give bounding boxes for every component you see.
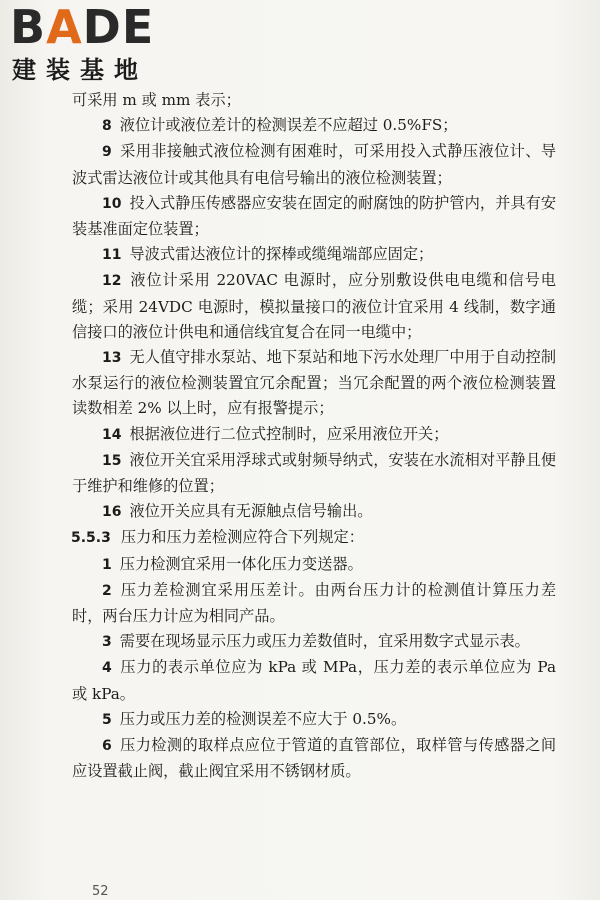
clause-number: 6: [102, 738, 112, 755]
section-number: 5.5.3: [71, 530, 111, 547]
clause-text: 液位计采用 220VAC 电源时，应分别敷设供电电缆和信号电缆；采用 24VDC 电源时，模拟量接口的液位计宜采用 4 线制，数字通信接口的液位计供电和通信线宜复合在同一电缆中；: [72, 271, 556, 341]
clause-number: 5: [102, 711, 112, 728]
clause-number: 1: [102, 556, 112, 573]
clause-text: 压力检测的取样点应位于管道的直管部位，取样管与传感器之间应设置截止阀，截止阀宜采用不锈钢材质。: [72, 736, 556, 781]
clause-number: 12: [102, 273, 122, 290]
clause-text: 采用非接触式液位检测有困难时，可采用投入式静压液位计、导波式雷达液位计或其他具有电信号输出的液位检测装置；: [72, 142, 556, 187]
clause-number: 10: [102, 195, 122, 212]
clause-item: [72, 578, 556, 629]
logo-accent-letter: A: [46, 0, 83, 54]
clause-item: [72, 191, 556, 242]
section-title: 压力和压力差检测应符合下列规定：: [120, 528, 364, 547]
clause-item: [72, 499, 556, 525]
clause-item: [72, 655, 556, 706]
clause-text: 导波式雷达液位计的探棒或缆绳端部应固定；: [129, 245, 434, 264]
clause-text: 无人值守排水泵站、地下泵站和地下污水处理厂中用于自动控制水泵运行的液位检测装置宜冗余配置；当冗余配置的两个液位检测装置读数相差 2% 以上时，应有报警提示；: [72, 348, 556, 418]
clause-item: [72, 448, 556, 499]
item-list-pressure: [72, 552, 556, 785]
clause-text: 根据液位进行二位式控制时，应采用液位开关；: [129, 424, 449, 443]
clause-text: 液位开关应具有无源触点信号输出。: [129, 502, 373, 521]
clause-item: [72, 242, 556, 268]
clause-item: [72, 707, 556, 733]
item-list-level: [72, 113, 556, 525]
watermark-logo: [10, 2, 180, 92]
page-number: 52: [92, 884, 109, 896]
clause-number: 8: [102, 118, 112, 135]
clause-text: 投入式静压传感器应安装在固定的耐腐蚀的防护管内，并具有安装基准面定位装置；: [72, 193, 556, 239]
clause-item: [72, 139, 556, 190]
clause-number: 2: [102, 582, 112, 599]
clause-number: 3: [102, 634, 112, 651]
clause-number: 15: [102, 452, 122, 469]
clause-item: [72, 422, 556, 448]
clause-text: 压力或压力差的检测误差不应大于 0.5%。: [119, 709, 407, 728]
clause-item: [72, 113, 556, 139]
document-body: [72, 88, 556, 784]
clause-item: [72, 552, 556, 578]
clause-number: 13: [102, 350, 122, 367]
clause-text: 液位开关宜采用浮球式或射频导纳式，安装在水流相对平静且便于维护和维修的位置；: [72, 450, 556, 496]
clause-item: [72, 733, 556, 784]
logo-wordmark: BADE: [10, 0, 155, 54]
clause-item: [72, 268, 556, 345]
clause-number: 11: [102, 247, 122, 264]
clause-text: 液位计或液位差计的检测误差不应超过 0.5%FS；: [119, 116, 458, 135]
clause-text: 压力的表示单位应为 kPa 或 MPa，压力差的表示单位应为 Pa 或 kPa。: [72, 658, 556, 703]
clause-text: 压力检测宜采用一体化压力变送器。: [119, 554, 363, 573]
clause-text: 需要在现场显示压力或压力差数值时，宜采用数字式显示表。: [119, 632, 530, 651]
clause-number: 16: [102, 504, 122, 521]
clause-text: 压力差检测宜采用压差计。由两台压力计的检测值计算压力差时，两台压力计应为相同产品。: [72, 580, 556, 626]
intro-line: 可采用 m 或 mm 表示；: [72, 91, 241, 109]
logo-subtitle: 建装基地: [12, 56, 148, 84]
clause-item: [72, 629, 556, 655]
section-heading: [71, 525, 556, 551]
clause-item: [72, 345, 556, 422]
clause-number: 9: [102, 144, 112, 161]
clause-number: 14: [102, 426, 122, 443]
clause-number: 4: [102, 660, 112, 677]
